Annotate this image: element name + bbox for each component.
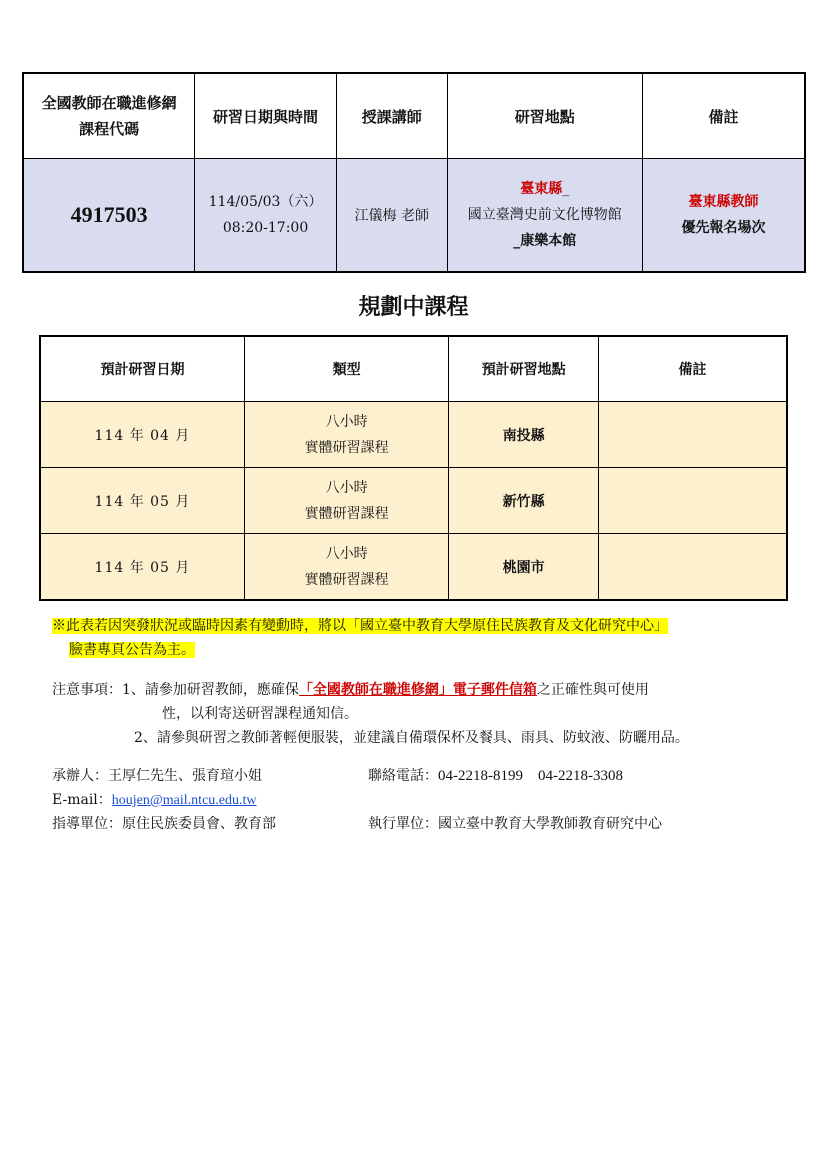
course-date: 114/05/03（六） — [208, 194, 323, 210]
executing-unit: 執行單位：國立臺中教育大學教師教育研究中心 — [368, 816, 662, 832]
course-lecturer: 江儀梅 老師 — [336, 159, 447, 273]
table-row — [23, 159, 805, 273]
table-row — [40, 468, 787, 534]
planned-table-header — [40, 336, 787, 402]
planned-date: 114 年 04 月 — [40, 402, 244, 468]
location-county: 臺東縣 — [520, 181, 563, 197]
course-location — [447, 159, 642, 273]
planned-courses-heading: 規劃中課程 — [358, 294, 469, 320]
contact-section — [52, 764, 812, 836]
planned-type — [244, 468, 448, 534]
header-planned-remarks: 備註 — [598, 336, 787, 402]
remark-priority-text: 優先報名場次 — [681, 220, 766, 236]
location-branch: _康樂本館 — [513, 233, 577, 249]
header-remarks: 備註 — [642, 73, 805, 159]
course-table — [22, 72, 806, 273]
change-notice — [52, 614, 792, 662]
course-code: 4917503 — [23, 159, 195, 273]
header-planned-date: 預計研習日期 — [40, 336, 244, 402]
course-remarks — [642, 159, 805, 273]
header-planned-type: 類型 — [244, 336, 448, 402]
header-code-line2: 課程代碼 — [79, 120, 140, 138]
planned-date: 114 年 05 月 — [40, 468, 244, 534]
planned-type-hours: 八小時 — [325, 545, 368, 562]
header-location: 研習地點 — [447, 73, 642, 159]
course-time: 08:20-17:00 — [222, 220, 309, 236]
attention-item2: 2、請參與研習之教師著輕便服裝，並建議自備環保杯及餐具、雨具、防蚊液、防曬用品。 — [134, 730, 689, 746]
planned-date: 114 年 05 月 — [40, 534, 244, 601]
header-planned-location: 預計研習地點 — [449, 336, 599, 402]
teacher-portal-email-link[interactable]: 「全國教師在職進修網」電子郵件信箱 — [298, 682, 537, 698]
notice-line1: ※此表若因突發狀況或臨時因素有變動時，將以「國立臺中教育大學原住民族教育及文化研究中心」 — [52, 618, 668, 634]
course-datetime — [195, 159, 337, 273]
attention-section — [52, 678, 812, 750]
planned-location: 新竹縣 — [449, 468, 599, 534]
attention-item1-prefix: 1、請參加研習教師，應確保 — [122, 682, 299, 698]
planned-location: 南投縣 — [449, 402, 599, 468]
email-label: E-mail： — [52, 792, 112, 808]
planned-table — [39, 335, 788, 601]
supervising-unit: 指導單位：原住民族委員會、教育部 — [52, 816, 276, 832]
planned-type-hours: 八小時 — [325, 479, 368, 496]
header-code-line1: 全國教師在職進修網 — [41, 94, 177, 112]
table-row — [40, 402, 787, 468]
planned-type — [244, 534, 448, 601]
planned-type — [244, 402, 448, 468]
email-link[interactable]: houjen@mail.ntcu.edu.tw — [111, 793, 257, 808]
organizer: 承辦人：王厚仁先生、張育瑄小姐 — [52, 768, 262, 784]
header-course-code — [23, 73, 195, 159]
planned-remark — [598, 534, 787, 601]
planned-type-kind: 實體研習課程 — [304, 505, 389, 522]
header-datetime: 研習日期與時間 — [195, 73, 337, 159]
attention-item1-cont: 性，以利寄送研習課程通知信。 — [162, 706, 358, 722]
remark-priority-group: 臺東縣教師 — [688, 194, 759, 210]
location-county-suffix: _ — [562, 181, 570, 197]
header-lecturer: 授課講師 — [336, 73, 447, 159]
attention-label: 注意事項： — [52, 682, 122, 698]
planned-type-kind: 實體研習課程 — [304, 571, 389, 588]
course-table-header — [23, 73, 805, 159]
attention-item1-suffix: 之正確性與可使用 — [536, 682, 649, 698]
planned-type-hours: 八小時 — [325, 413, 368, 430]
planned-remark — [598, 468, 787, 534]
table-row — [40, 534, 787, 601]
notice-line2: 臉書專頁公告為主。 — [69, 642, 195, 658]
planned-location: 桃園市 — [449, 534, 599, 601]
phone-label: 聯絡電話： — [368, 768, 438, 784]
location-venue: 國立臺灣史前文化博物館 — [467, 207, 622, 223]
planned-remark — [598, 402, 787, 468]
planned-type-kind: 實體研習課程 — [304, 439, 389, 456]
phone-numbers: 04-2218-8199 04-2218-3308 — [438, 768, 623, 784]
